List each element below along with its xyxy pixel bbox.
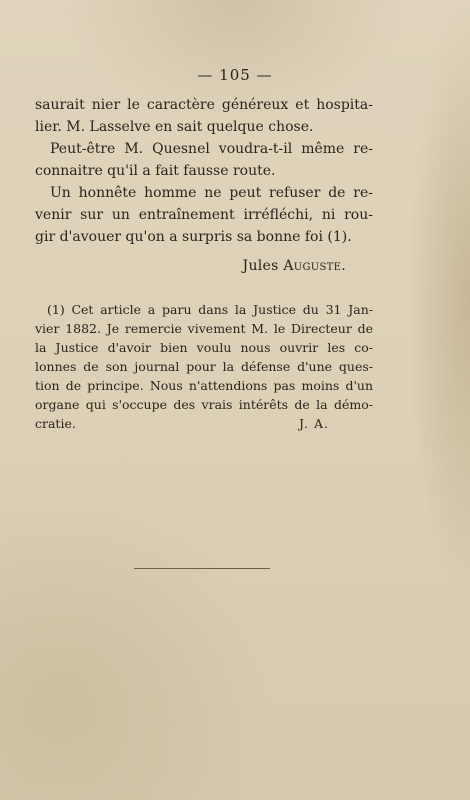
footnote-line: tion de principe. Nous n'attendions pas moins d'un (35, 378, 373, 393)
footnote-line: (1) Cet article a paru dans la Justice du 31 Jan- (47, 302, 373, 317)
footnote-line: lonnes de son journal pour la défense d'une ques- (35, 359, 373, 374)
text-line: gir d'avouer qu'on a surpris sa bonne foi (1). (35, 229, 352, 245)
body-paragraph-3-cont (35, 204, 373, 248)
body-paragraph-3 (50, 182, 373, 204)
signature (0, 258, 346, 274)
body-paragraph-1 (35, 94, 373, 138)
end-rule (134, 568, 270, 569)
text-line: Un honnête homme ne peut refuser de re- (50, 185, 373, 201)
signature-last-name: Auguste. (283, 258, 346, 274)
footnote-initials: J. A. (299, 416, 329, 431)
page-number: — 105 — (197, 66, 273, 84)
footnote-line: cratie. (35, 416, 76, 431)
footnote-line: organe qui s'occupe des vrais intérêts de la démo- (35, 397, 373, 412)
signature-first-name: Jules (242, 258, 284, 274)
text-line: connaitre qu'il a fait fausse route. (35, 163, 276, 179)
footnote (35, 300, 373, 433)
text-line: saurait nier le caractère généreux et hospita- (35, 97, 373, 113)
body-paragraph-2 (50, 138, 373, 160)
footnote-line: vier 1882. Je remercie vivement M. le Directeur de (35, 321, 373, 336)
text-line: venir sur un entraînement irréfléchi, ni rou- (35, 207, 373, 223)
text-line: Peut-être M. Quesnel voudra-t-il même re- (50, 141, 373, 157)
text-line: lier. M. Lasselve en sait quelque chose. (35, 119, 314, 135)
footnote-line: la Justice d'avoir bien voulu nous ouvrir les co- (35, 340, 373, 355)
body-paragraph-2-cont (35, 160, 373, 182)
